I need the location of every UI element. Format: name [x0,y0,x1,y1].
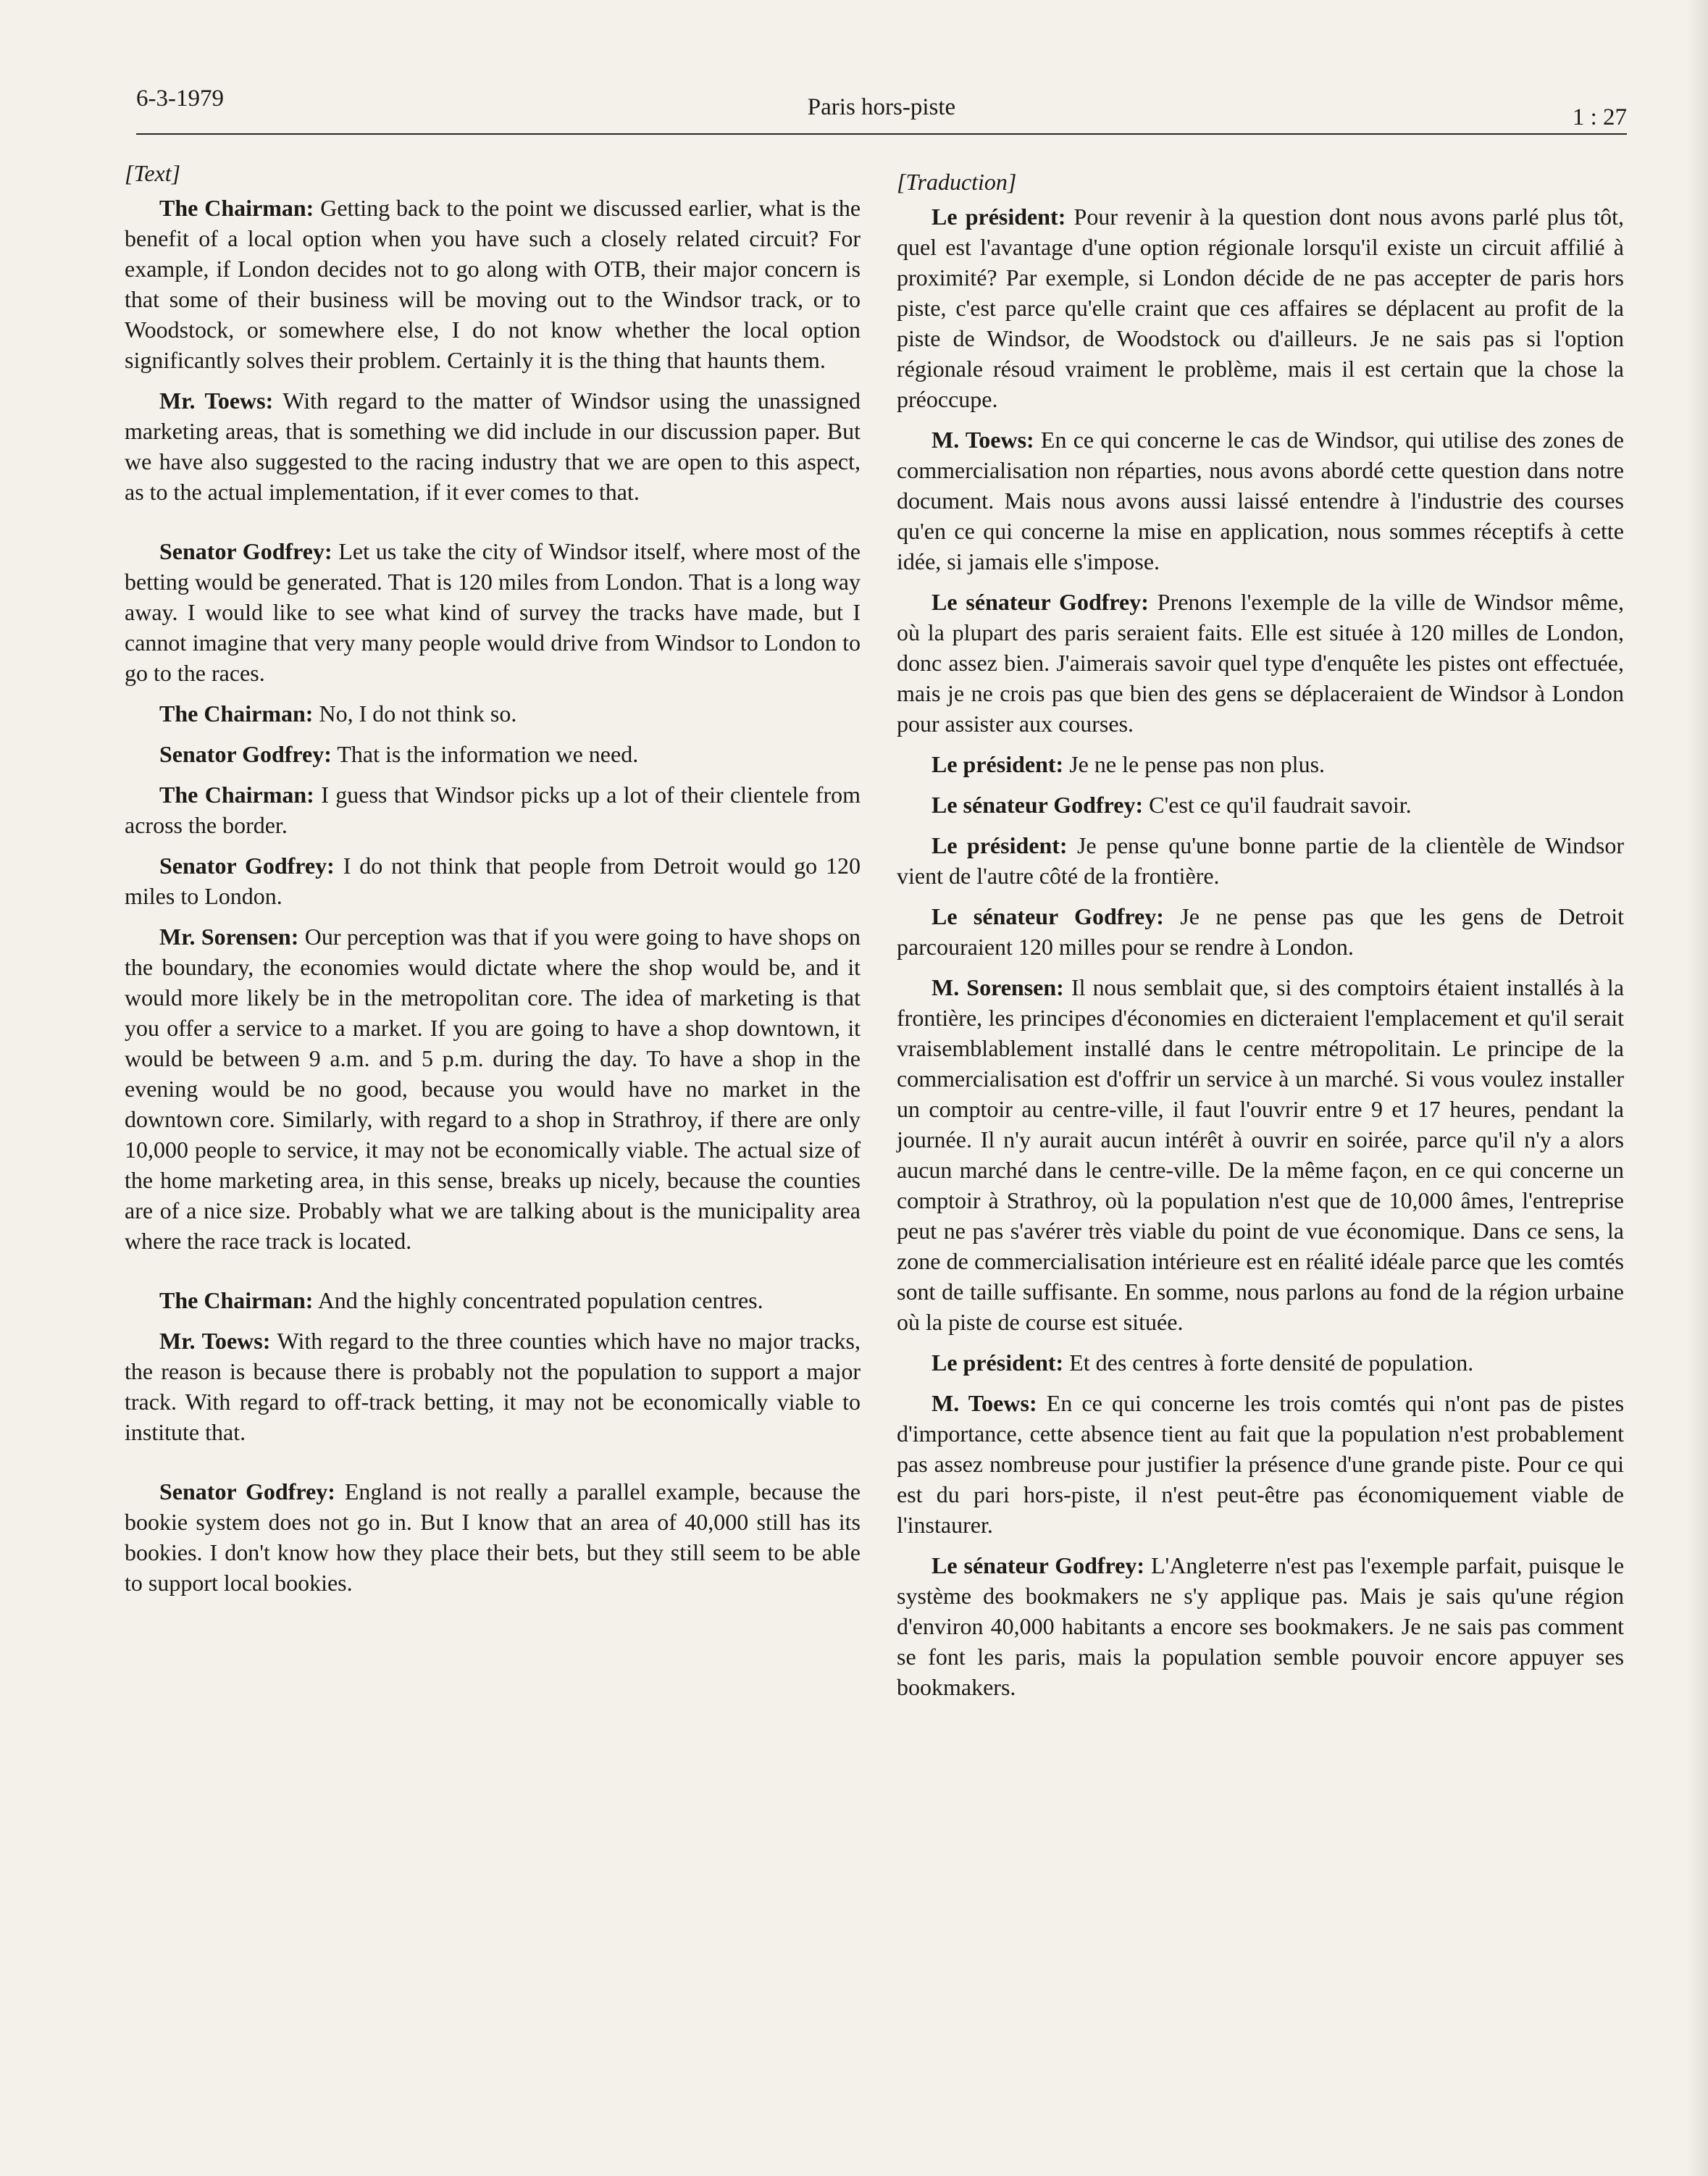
speech-text: No, I do not think so. [319,700,517,727]
transcript-paragraph [125,739,861,769]
speaker-name: Senator Godfrey: [159,741,332,767]
page-number: 1 : 27 [1572,104,1627,130]
transcript-paragraph [125,1476,861,1598]
transcript-paragraph [897,901,1624,962]
speaker-name: Mr. Toews: [159,388,274,414]
speaker-name: The Chairman: [159,782,314,808]
speech-text: En ce qui concerne les trois comtés qui n'ont pas de pistes d'importance, cette absence tient au fait que la population n'est probablement pas assez nombreuse pour justifier la présence d'une grande piste. Pour ce qui est du pari hors-piste, il n'est peut-être pas économiquement viable de l'instaurer. [897,1390,1625,1538]
speaker-name: The Chairman: [159,700,314,727]
speaker-name: Le sénateur Godfrey: [932,589,1149,615]
transcript-paragraph [897,972,1624,1337]
transcript-paragraph [897,1388,1624,1540]
speech-text: C'est ce qu'il faudrait savoir. [1149,792,1412,818]
speaker-name: Senator Godfrey: [159,853,335,879]
transcript-paragraph [897,424,1624,577]
speaker-name: M. Toews: [932,427,1034,453]
text-label: [Text] [125,160,181,186]
page-edge-shadow [1686,0,1708,2176]
speech-text: With regard to the three counties which have no major tracks, the reason is because there is probably not the population to support a major track. With regard to off-track betting, it may not be economically viable to institute that. [125,1328,861,1445]
speaker-name: M. Toews: [932,1390,1037,1416]
transcript-paragraph [897,830,1624,891]
transcript-paragraph [897,1347,1624,1378]
transcript-paragraph [897,749,1624,779]
speech-text: I do not think that people from Detroit would go 120 miles to London. [125,853,861,909]
speaker-name: Le président: [932,751,1064,777]
transcript-paragraph [125,921,861,1256]
speech-text: Et des centres à forte densité de population. [1069,1349,1474,1376]
header-date: 6-3-1979 [136,85,224,112]
speech-text: Our perception was that if you were going to have shops on the boundary, the economies would dictate where the shop would be, and it would more likely be in the metropolitan core. The idea of marketing is that you offer a service to a market. If you are going to have a shop downtown, it would be between 9 a.m. and 5 p.m. during the day. To have a shop in the evening would be no good, because you would have no market in the downtown core. Similarly, with regard to a shop in Strathroy, if there are only 10,000 people to service, it may not be economically viable. The actual size of the home marketing area, in this sense, breaks up nicely, because the counties are of a nice size. Probably what we are talking about is the municipality area where the race track is located. [125,924,861,1254]
speech-text: And the highly concentrated population centres. [317,1287,763,1313]
transcript-paragraph [125,698,861,729]
transcript-paragraph [125,536,861,688]
transcript-paragraph [897,587,1624,739]
speech-text: En ce qui concerne le cas de Windsor, qui utilise des zones de commercialisation non réparties, nous avons abordé cette question dans notre document. Mais nous avons aussi laissé entendre à l'industrie des courses qu'en ce qui concerne la mise en application, nous sommes réceptifs à cette idée, si jamais elle s'impose. [897,427,1625,574]
speech-text: That is the information we need. [337,741,639,767]
speech-text: With regard to the matter of Windsor using the unassigned marketing areas, that is something we did include in our discussion paper. But we have also suggested to the racing industry that we are open to this aspect, as to the actual implementation, if it ever comes to that. [125,388,861,505]
page-header [136,81,1627,135]
french-column [897,167,1624,1712]
translation-label: [Traduction] [897,169,1017,195]
speaker-name: Le sénateur Godfrey: [932,903,1164,929]
speaker-name: M. Sorensen: [932,974,1064,1000]
transcript-paragraph [125,779,861,840]
transcript-paragraph [125,1326,861,1447]
speaker-name: Senator Godfrey: [159,1478,335,1505]
speech-text: I guess that Windsor picks up a lot of their clientele from across the border. [125,782,861,838]
speech-text: Pour revenir à la question dont nous avons parlé plus tôt, quel est l'avantage d'une option régionale lorsqu'il existe un circuit affilié à proximité? Par exemple, si London décide de ne pas accepter de paris hors piste, c'est parce qu'elle craint que ces affaires se déplacent au profit de la piste de Windsor, de Woodstock ou d'ailleurs. Je ne sais pas si l'option régionale résoud vraiment le problème, mais il est certain que la chose la préoccupe. [897,204,1625,412]
transcript-paragraph [125,1285,861,1315]
transcript-paragraph [897,201,1624,414]
speech-text: Prenons l'exemple de la ville de Windsor même, où la plupart des paris seraient faits. Elle est située à 120 milles de London, donc assez bien. J'aimerais savoir quel type d'enquête les pistes ont effectuée, mais je ne crois pas que bien des gens se déplaceraient de Windsor à London pour assister aux courses. [897,589,1625,737]
speaker-name: Le sénateur Godfrey: [932,1552,1145,1578]
speech-text: England is not really a parallel example, because the bookie system does not go in. But I know that an area of 40,000 still has its bookies. I don't know how they place their bets, but they still seem to be able to support local bookies. [125,1478,861,1596]
speaker-name: Le sénateur Godfrey: [932,792,1144,818]
speaker-name: Le président: [932,204,1066,230]
speech-text: Let us take the city of Windsor itself, where most of the betting would be generated. That is 120 miles from London. That is a long way away. I would like to see what kind of survey the tracks have made, but I cannot imagine that very many people would drive from Windsor to London to go to the races. [125,538,861,686]
transcript-paragraph [125,193,861,375]
speech-text: Il nous semblait que, si des comptoirs étaient installés à la frontière, les principes d'économies en dicteraient l'emplacement et qu'il serait vraisemblablement installé dans le centre métropolitain. Le principe de la commercialisation est d'offrir un service à un marché. Si vous voulez installer un comptoir au centre-ville, il faut l'ouvrir entre 9 et 17 heures, pendant la journée. Il n'y aurait aucun intérêt à ouvrir en soirée, parce qu'il n'y a alors aucun marché dans le centre-ville. De la même façon, en ce qui concerne un comptoir à Strathroy, où la population n'est que de 10,000 âmes, l'entreprise peut ne pas s'avérer très viable du point de vue économique. Dans ce sens, la zone de commercialisation intérieure est en réalité idéale parce que les comtés sont de taille suffisante. En somme, nous parlons au fond de la région urbaine où la piste de course est située. [897,974,1625,1335]
header-title: Paris hors-piste [807,94,956,120]
speaker-name: Senator Godfrey: [159,538,332,564]
speech-text: Je ne le pense pas non plus. [1069,751,1326,777]
transcript-paragraph [125,385,861,507]
speaker-name: The Chairman: [159,1287,314,1313]
transcript-paragraph [897,1550,1624,1702]
speaker-name: Mr. Toews: [159,1328,271,1354]
speaker-name: Le président: [932,1349,1064,1376]
speech-text: Je pense qu'une bonne partie de la clientèle de Windsor vient de l'autre côté de la frontière. [897,832,1625,889]
speaker-name: Le président: [932,832,1068,858]
speech-text: L'Angleterre n'est pas l'exemple parfait, puisque le système des bookmakers ne s'y applique pas. Mais je sais qu'une région d'environ 40,000 habitants a encore ses bookmakers. Je ne sais pas comment se font les paris, mais la population semble pouvoir encore appuyer ses bookmakers. [897,1552,1625,1700]
speech-text: Getting back to the point we discussed earlier, what is the benefit of a local option when you have such a closely related circuit? For example, if London decides not to go along with OTB, their major concern is that some of their business will be moving out to the Windsor track, or to Woodstock, or somewhere else, I do not know whether the local option significantly solves their problem. Certainly it is the thing that haunts them. [125,195,861,373]
transcript-paragraph [897,790,1624,820]
transcript-paragraph [125,850,861,911]
speech-text: Je ne pense pas que les gens de Detroit parcouraient 120 milles pour se rendre à London. [897,903,1625,960]
speaker-name: The Chairman: [159,195,314,221]
speaker-name: Mr. Sorensen: [159,924,299,950]
english-column [125,158,861,1608]
